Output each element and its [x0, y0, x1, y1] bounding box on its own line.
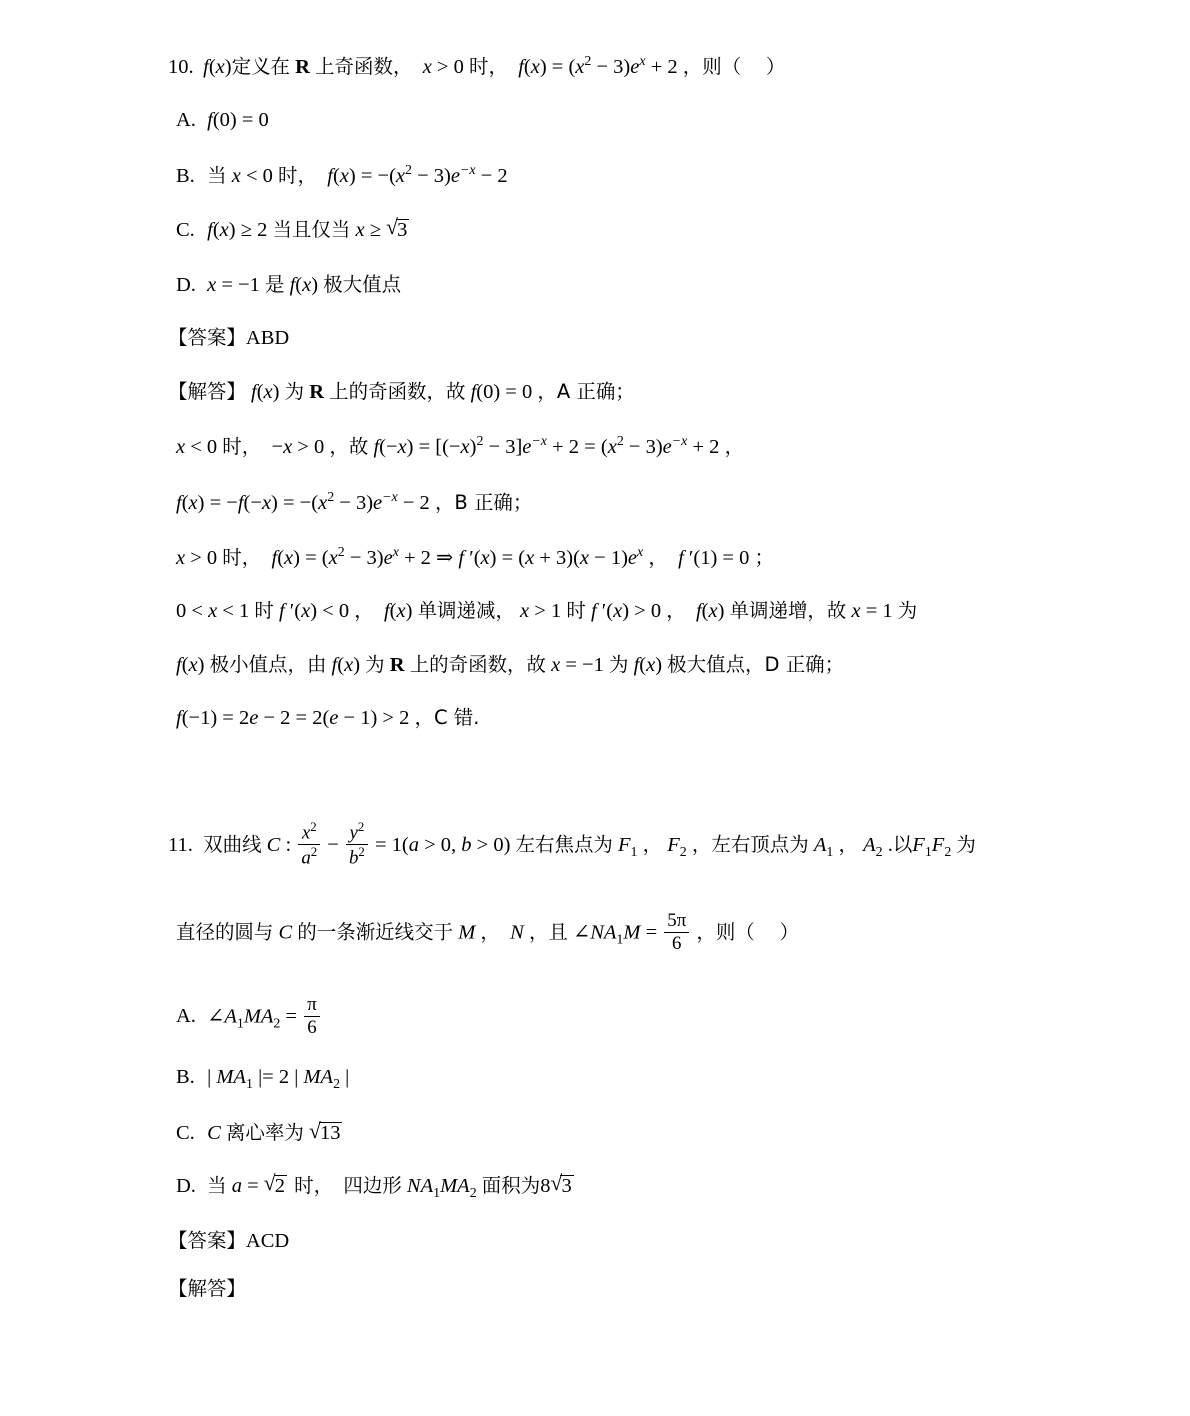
option-label-a-11: A. [176, 1005, 196, 1028]
question-11-option-a: A. $\angle A_1MA_2$ = $\frac{\pi}{6}$ [176, 996, 1028, 1040]
question-10-stem: 10. f(x)定义在 R 上奇函数， x > 0 时， $f(x) = (x^2 - 3)e^x + 2$ ，则（ ） [168, 54, 786, 78]
question-10-answer [168, 328, 1028, 349]
question-11-stem-line-2: 直径的圆与 C 的一条渐近线交于 M ， N ，且 $\angle NA_1M$ = $\frac{5\pi}{6}$ ，则（ ） [176, 910, 799, 955]
question-11-option-c: C. C 离心率为 √ 13 [176, 1122, 1028, 1145]
question-10-solution-line-2: x < 0 时， −x > 0 ，故 $f(-x) = [(-x)^2 - 3]e^{-x} + 2 = (x^2 - 3)e^{-x} + 2$ ， [176, 434, 745, 458]
question-10-solution-line-7: f(−1) = 2e − 2 = 2(e − 1) > 2 ，C 错. [176, 706, 480, 730]
question-11-stem-line-1: 11. 双曲线 C : $\frac{x^2}{a^2}$ − $\frac{y^2}{b^2}$ = 1(a > 0, b > 0) 左右焦点为 $F_1$ ， $F_2$ ，左右顶点为 $A_1$ ， $A_2$ .以$F_1F_2$ 为 [168, 819, 976, 869]
question-11-solution-label [168, 1279, 1028, 1300]
question-11-answer [168, 1228, 1028, 1252]
question-11-option-b: B. | $MA_1$ |= 2 | $MA_2$ | [176, 1066, 350, 1093]
question-10-solution-line-6: f(x) 极小值点，由 f(x) 为 R 上的奇函数，故 x = −1 为 f(x) 极大值点，D 正确； [176, 652, 845, 676]
option-label-c: C. [176, 219, 195, 242]
answer-value-11: ACD [245, 1229, 290, 1252]
answer-value-10: ABD [245, 327, 290, 350]
solution-label-11: 【解答】 [168, 1277, 246, 1301]
question-10-option-a: A. f(0) = 0 [176, 109, 269, 132]
question-10-option-c: C. f(x) ≥ 2 当且仅当 x ≥ √ 3 [176, 219, 1028, 242]
option-label-d: D. [176, 273, 196, 296]
section-gap [168, 762, 1028, 822]
solution-label-10: 【解答】 [168, 379, 246, 403]
option-label-b: B. [176, 164, 195, 187]
question-10-solution-line-4: x > 0 时， $f(x) = (x^2 - 3)e^x + 2$ ⇒ f $'(x) = (x + 3)(x - 1)e^x$ ， f ′(1) = 0 ； [176, 544, 774, 569]
option-label-c-11: C. [176, 1122, 195, 1145]
question-10-solution-line-1: 【解答】 f(x) 为 R 上的奇函数，故 f(0) = 0 ，A 正确； [168, 379, 635, 403]
question-10-option-b: B. 当 x < 0 时， $f(x) = -(x^2 - 3)e^{-x} - 2$ [176, 162, 508, 187]
question-11-option-d: D. 当 a = √ 2 时， 四边形 $NA_1MA_2$ 面积为8 √ 3 [176, 1175, 1028, 1201]
option-label-a: A. [176, 109, 196, 132]
question-10-solution-line-3: $f(x) = -f(-x) = -(x^2 - 3)e^{-x} - 2$ ，B 正确； [176, 489, 533, 514]
option-label-b-11: B. [176, 1066, 195, 1089]
question-10-number: 10. [168, 55, 194, 78]
answer-label-11: 【答案】 [168, 1228, 246, 1252]
question-10-option-d: D. x = −1 是 f(x) 极大值点 [176, 272, 402, 296]
page-content [168, 55, 1028, 1333]
answer-label-10: 【答案】 [168, 326, 246, 350]
question-11-number: 11. [168, 833, 193, 856]
option-label-d-11: D. [176, 1174, 196, 1197]
question-10-solution-line-5: 0 < x < 1 时 f ′(x) < 0 ， f(x) 单调递减， x > 1 时 f ′(x) > 0 ， f(x) 单调递增，故 x = 1 为 [176, 599, 918, 623]
